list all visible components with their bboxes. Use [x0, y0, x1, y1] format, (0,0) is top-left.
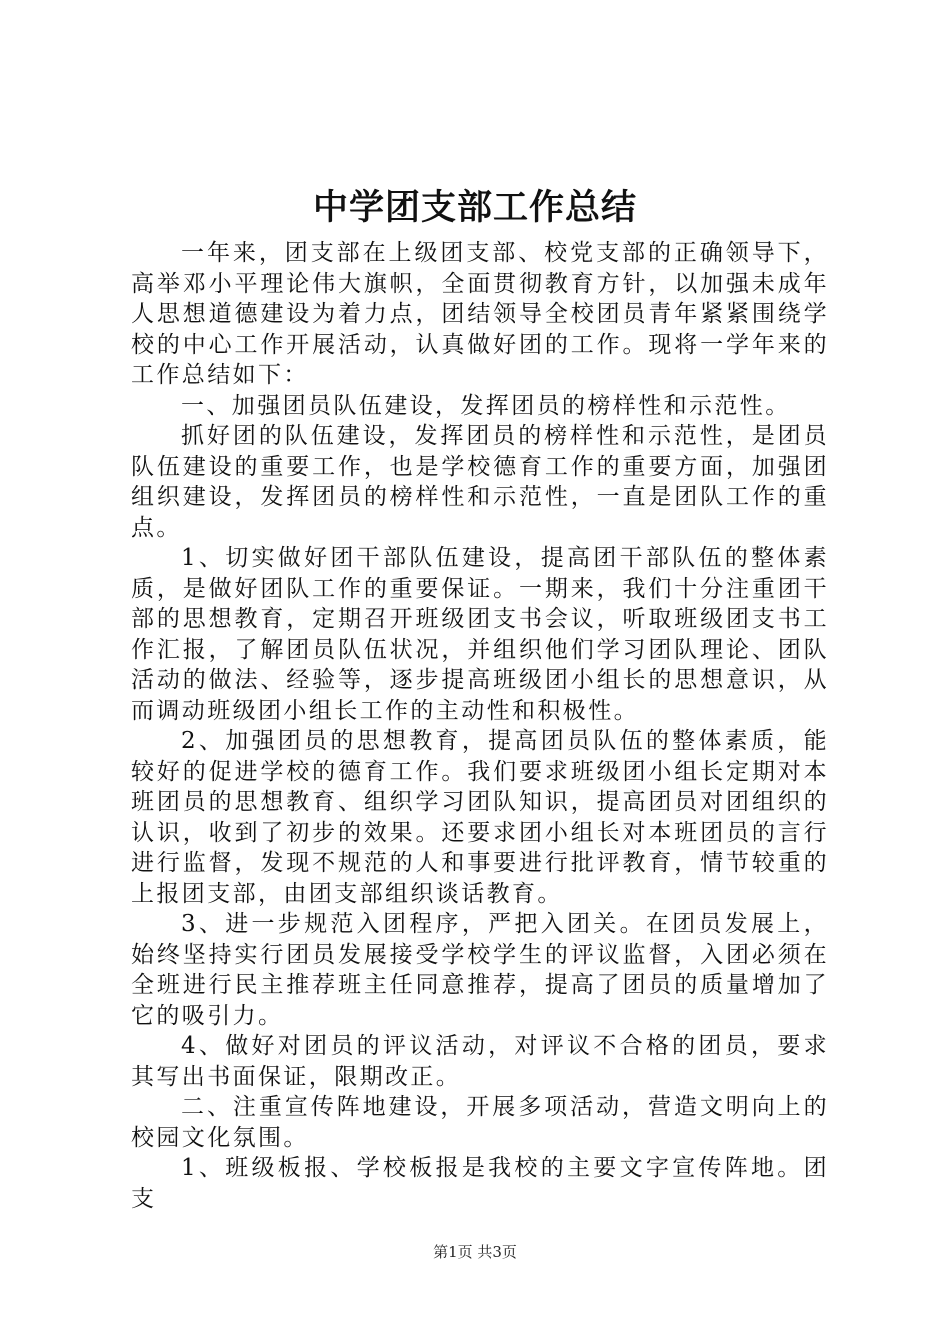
page-number-footer: 第1页 共3页	[433, 1243, 517, 1261]
document-title: 中学团支部工作总结	[312, 187, 637, 228]
paragraph: 1、班级板报、学校板报是我校的主要文字宣传阵地。团支	[131, 1155, 829, 1212]
paragraph: 抓好团的队伍建设，发挥团员的榜样性和示范性，是团员队伍建设的重要工作，也是学校德育工作的重要方面，加强团组织建设，发挥团员的榜样性和示范性，一直是团队工作的重点。	[131, 423, 829, 541]
paragraph-intro: 一年来，团支部在上级团支部、校党支部的正确领导下，高举邓小平理论伟大旗帜，全面贯彻教育方针，以加强未成年人思想道德建设为着力点，团结领导全校团员青年紧紧围绕学校的中心工作开展活动，认真做好团的工作。现将一学年来的工作总结如下：	[131, 240, 829, 388]
section-heading-1: 一、加强团员队伍建设，发挥团员的榜样性和示范性。	[181, 392, 791, 419]
document-body	[131, 238, 829, 1214]
paragraph: 2、加强团员的思想教育，提高团员队伍的整体素质，能较好的促进学校的德育工作。我们要求班级团小组长定期对本班团员的思想教育、组织学习团队知识，提高团员对团组织的认识，收到了初步的效果。还要求团小组长对本班团员的言行进行监督，发现不规范的人和事要进行批评教育，情节较重的上报团支部，由团支部组织谈话教育。	[131, 728, 829, 907]
paragraph: 1、切实做好团干部队伍建设，提高团干部队伍的整体素质，是做好团队工作的重要保证。一期来，我们十分注重团干部的思想教育，定期召开班级团支书会议，听取班级团支书工作汇报，了解团员队伍状况，并组织他们学习团队理论、团队活动的做法、经验等，逐步提高班级团小组长的思想意识，从而调动班级团小组长工作的主动性和积极性。	[131, 545, 829, 724]
section-heading-2: 二、注重宣传阵地建设，开展多项活动，营造文明向上的校园文化氛围。	[131, 1094, 829, 1151]
paragraph: 3、进一步规范入团程序，严把入团关。在团员发展上，始终坚持实行团员发展接受学校学生的评议监督，入团必须在全班进行民主推荐班主任同意推荐，提高了团员的质量增加了它的吸引力。	[131, 911, 829, 1029]
paragraph: 4、做好对团员的评议活动，对评议不合格的团员，要求其写出书面保证，限期改正。	[131, 1033, 829, 1090]
